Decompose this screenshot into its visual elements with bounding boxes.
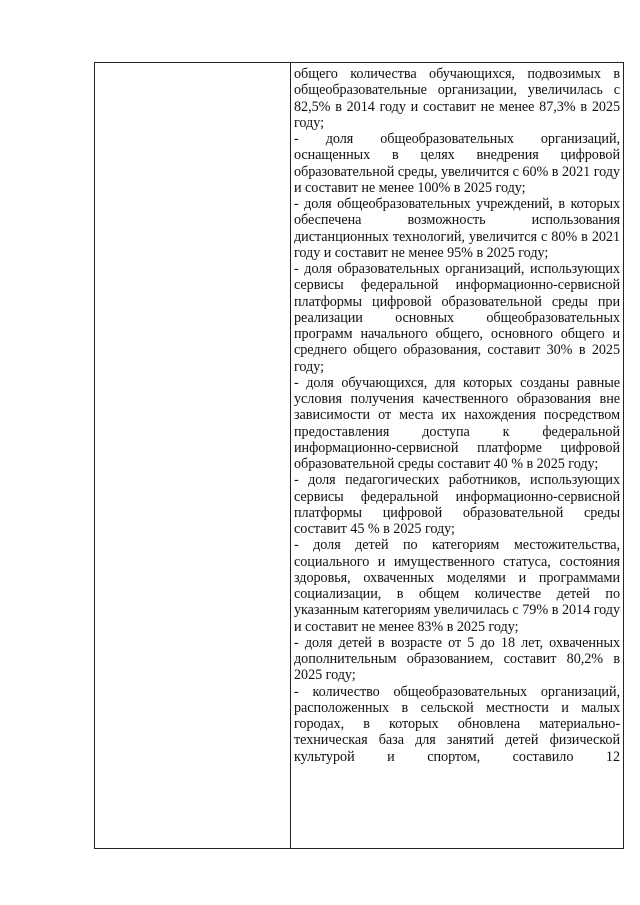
indicator-paragraph: - доля детей в возрасте от 5 до 18 лет, охваченных дополнительным образованием, составит 80,2% в 2025 году; bbox=[294, 634, 620, 684]
indicator-paragraph: - доля образовательных организаций, использующих сервисы федеральной информационно-сервисной платформы цифровой образовательной среды при реализации основных общеобразовательных программ начального общего, основного общего и среднего общего образования, составит 30% в 2025 году; bbox=[294, 261, 620, 375]
program-indicators-table bbox=[94, 62, 624, 849]
indicator-paragraph: - количество общеобразовательных организаций, расположенных в сельской местности и малых городах, в которых обновлена материально-техническая база для занятий детей физической культурой и спортом, составило 12 bbox=[294, 683, 620, 765]
indicator-paragraph: - доля общеобразовательных организаций, оснащенных в целях внедрения цифровой образовательной среды, увеличится с 60% в 2021 году и составит не менее 100% в 2025 году; bbox=[294, 131, 620, 196]
table-left-cell bbox=[95, 63, 291, 848]
indicator-paragraph: - доля обучающихся, для которых созданы равные условия получения качественного образования вне зависимости от места их нахождения посредством предоставления доступа к федеральной информационно-сервисной платформе цифровой образовательной среды составит 40 % в 2025 году; bbox=[294, 374, 620, 472]
indicator-paragraph: - доля детей по категориям местожительства, социального и имущественного статуса, состояния здоровья, охваченных моделями и программами социализации, в общем количестве детей по указанным категориям увеличилась с 79% в 2014 году и составит не менее 83% в 2025 году; bbox=[294, 537, 620, 635]
indicator-paragraph: общего количества обучающихся, подвозимых в общеобразовательные организации, увеличилась с 82,5% в 2014 году и составит не менее 87,3% в 2025 году; bbox=[294, 66, 620, 131]
table-right-cell bbox=[291, 63, 623, 848]
indicator-paragraph: - доля общеобразовательных учреждений, в которых обеспечена возможность использования дистанционных технологий, увеличится с 80% в 2021 году и составит не менее 95% в 2025 году; bbox=[294, 196, 620, 261]
indicator-paragraph: - доля педагогических работников, использующих сервисы федеральной информационно-сервисной платформы цифровой образовательной среды составит 45 % в 2025 году; bbox=[294, 472, 620, 537]
